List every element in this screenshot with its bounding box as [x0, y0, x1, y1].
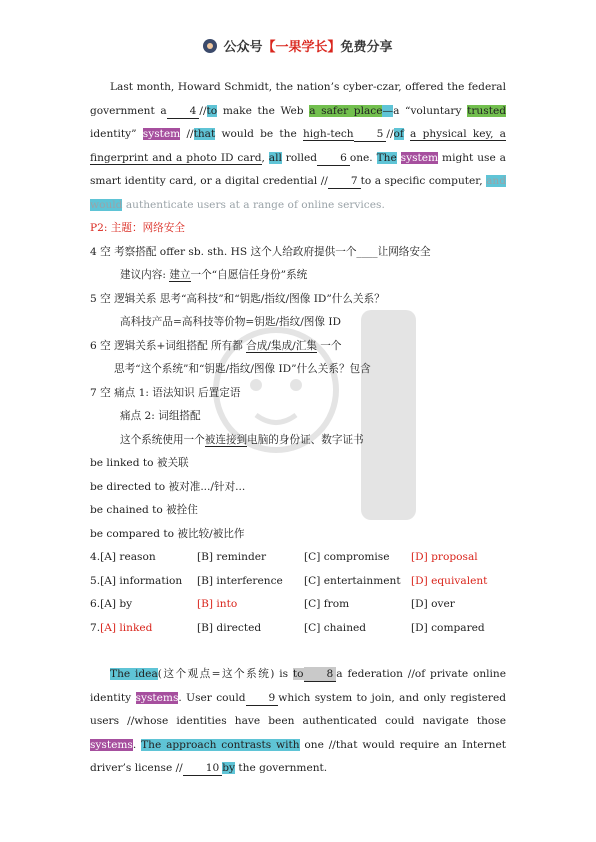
note-line: 5 空 逻辑关系 思考“高科技”和“钥匙/指纹/图像 ID”什么关系？: [90, 292, 385, 305]
blank-5: 5: [354, 127, 387, 142]
note-line: 建议内容: 建立一个“自愿信任身份”系统: [120, 269, 308, 281]
blank-7: 7: [328, 174, 361, 189]
note-line: be chained to 被拴住: [90, 504, 198, 516]
blank-9: 9: [246, 691, 279, 706]
options-row-7: 7.[A] linked [B] directed [C] chained [D] compared: [90, 621, 485, 634]
blank-6: 6: [317, 151, 350, 166]
section-title: P2: 主题：网络安全: [90, 222, 185, 234]
note-line: be directed to 被对准.../针对...: [90, 480, 246, 493]
options-row-5: 5.[A] information [B] interference [C] entertainment [D] equivalent: [90, 574, 488, 587]
header-prefix: 公众号: [223, 40, 263, 55]
blank-8: 8: [304, 667, 337, 682]
note-line: 痛点 2: 词组搭配: [120, 410, 201, 422]
options-row-6: 6.[A] by [B] into [C] from [D] over: [90, 598, 455, 610]
note-line: 6 空 逻辑关系+词组搭配 所有都 合成/集成/汇集 一个: [90, 339, 342, 352]
note-line: be linked to 被关联: [90, 457, 189, 469]
blank-4: 4: [167, 104, 200, 119]
document-body: [90, 76, 506, 781]
note-line: 4 空 考察搭配 offer sb. sth. HS 这个人给政府提供一个____让网络安全: [90, 245, 431, 258]
header-brand: 【一果学长】: [262, 40, 341, 55]
note-line: 高科技产品=高科技等价物=钥匙/指纹/图像 ID: [120, 316, 342, 328]
options-row-4: 4.[A] reason [B] reminder [C] compromise [D] proposal: [90, 551, 478, 563]
note-line: 这个系统使用一个被连接到电脑的身份证、数字证书: [120, 433, 364, 446]
note-line: 思考“这个系统”和“钥匙/指纹/图像 ID”什么关系？包含: [114, 363, 371, 375]
note-line: be compared to 被比较/被比作: [90, 527, 245, 540]
page-header: [0, 36, 596, 55]
passage-paragraph-3: The idea(这个观点=这个系统) is to 8 a federation //of private online identity systems. User could 9 which system to join, and only registered users //whose identities have been authenticated could navigate those systems. The approach contrasts with one //that would require an Internet driver’s license // 10 by the government.: [90, 668, 507, 774]
note-line: 7 空 痛点 1: 语法知识 后置定语: [90, 386, 241, 399]
passage-paragraph-1: Last month, Howard Schmidt, the nation’s cyber-czar, offered the federal government a 4 //to make the Web a safer place—a “voluntary trusted identity” system //that would be the high-tech 5 //of a physical key, a fingerprint and a photo ID card, all rolled 6 one. The system might use a smart identity card, or a digital credential // 7 to a specific computer, and would authenticate users at a range of online services.: [90, 81, 506, 211]
header-suffix: 免费分享: [340, 40, 393, 55]
avatar-icon: [203, 39, 217, 53]
blank-10: 10: [183, 761, 222, 776]
